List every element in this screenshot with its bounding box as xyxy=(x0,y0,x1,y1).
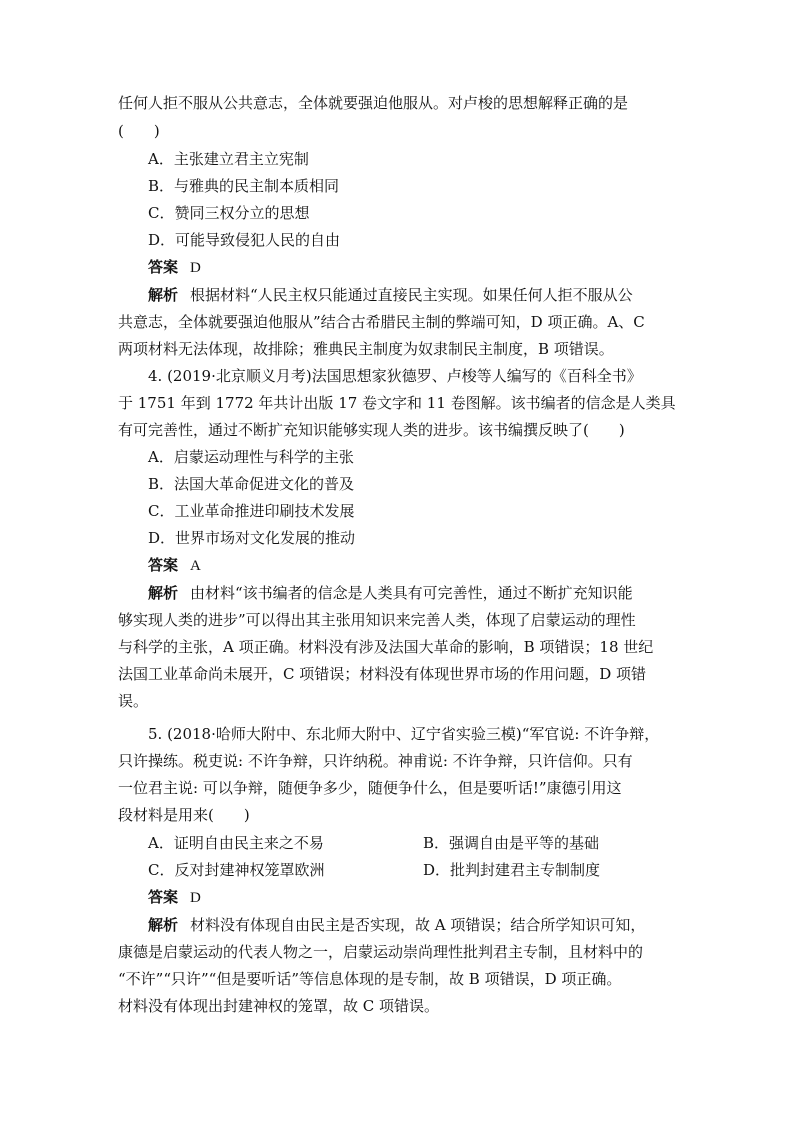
q4-analysis-line-3: 与科学的主张，A 项正确。材料没有涉及法国大革命的影响，B 项错误；18 世纪 xyxy=(118,638,654,656)
q3-option-b: B．与雅典的民主制本质相同 xyxy=(148,177,340,195)
q4-answer xyxy=(148,552,201,578)
q4-stem-line-2: 于 1751 年到 1772 年共计出版 17 卷文字和 11 卷图解。该书编者的信念是人类具 xyxy=(118,394,676,412)
q5-stem-line-2: 只许操练。税吏说: 不许争辩，只许纳税。神甫说: 不许争辩，只许信仰。只有 xyxy=(118,752,633,770)
answer-value: D xyxy=(190,260,201,276)
answer-label: 答案 xyxy=(148,556,179,574)
q3-analysis-line-3: 两项材料无法体现，故排除；雅典民主制度为奴隶制民主制度，B 项错误。 xyxy=(118,340,614,358)
q3-answer xyxy=(148,254,201,280)
q3-option-c: C．赞同三权分立的思想 xyxy=(148,204,310,222)
q5-stem-line-3: 一位君主说: 可以争辩，随便争多少，随便争什么，但是要听话!”康德引用这 xyxy=(118,779,622,797)
q5-option-a: A．证明自由民主来之不易 xyxy=(148,834,324,852)
q5-analysis-line-4: 材料没有体现出封建神权的笼罩，故 C 项错误。 xyxy=(118,997,440,1015)
q5-analysis-line-3: “不许”“只许”“但是要听话”等信息体现的是专制，故 B 项错误，D 项正确。 xyxy=(118,970,622,988)
q4-option-d: D．世界市场对文化发展的推动 xyxy=(148,529,356,547)
q4-option-b: B．法国大革命促进文化的普及 xyxy=(148,475,355,493)
analysis-text: 材料没有体现自由民主是否实现，故 A 项错误；结合所学知识可知， xyxy=(190,916,646,934)
q5-stem-line-1: 5. (2018·哈师大附中、东北师大附中、辽宁省实验三模)“军官说: 不许争辩， xyxy=(148,725,660,743)
q4-option-a: A．启蒙运动理性与科学的主张 xyxy=(148,448,354,466)
q5-analysis-line-1 xyxy=(148,912,645,938)
q4-analysis-line-4: 法国工业革命尚未展开，C 项错误；材料没有体现世界市场的作用问题，D 项错 xyxy=(118,665,647,683)
analysis-text: 根据材料“人民主权只能通过直接民主实现。如果任何人拒不服从公 xyxy=(190,286,633,304)
q5-option-c: C．反对封建神权笼罩欧洲 xyxy=(148,861,325,879)
q3-option-d: D．可能导致侵犯人民的自由 xyxy=(148,231,341,249)
q4-option-c: C．工业革命推进印刷技术发展 xyxy=(148,502,355,520)
q3-stem-line-2: ( ) xyxy=(118,122,160,140)
q5-option-d: D．批判封建君主专制制度 xyxy=(423,861,601,879)
answer-value: A xyxy=(190,558,201,574)
q3-option-a: A．主张建立君主立宪制 xyxy=(148,150,309,168)
answer-value: D xyxy=(190,890,201,906)
q5-stem-line-4: 段材料是用来( ) xyxy=(118,806,250,824)
q5-option-b: B．强调自由是平等的基础 xyxy=(423,834,600,852)
analysis-text: 由材料“该书编者的信念是人类具有可完善性，通过不断扩充知识能 xyxy=(190,584,633,602)
q3-analysis-line-1 xyxy=(148,282,633,308)
answer-label: 答案 xyxy=(148,258,179,276)
q5-answer xyxy=(148,884,201,910)
q4-analysis-line-5: 误。 xyxy=(118,692,149,710)
q4-stem-line-3: 有可完善性，通过不断扩充知识能够实现人类的进步。该书编撰反映了( ) xyxy=(118,421,625,439)
answer-label: 答案 xyxy=(148,888,179,906)
q4-analysis-line-2: 够实现人类的进步”可以得出其主张用知识来完善人类，体现了启蒙运动的理性 xyxy=(118,611,636,629)
analysis-label: 解析 xyxy=(148,286,179,304)
analysis-label: 解析 xyxy=(148,916,179,934)
analysis-label: 解析 xyxy=(148,584,179,602)
q3-stem-line-1: 任何人拒不服从公共意志，全体就要强迫他服从。对卢梭的思想解释正确的是 xyxy=(118,94,629,112)
q4-analysis-line-1 xyxy=(148,580,633,606)
q3-analysis-line-2: 共意志，全体就要强迫他服从”结合古希腊民主制的弊端可知，D 项正确。A、C xyxy=(118,313,645,331)
q5-analysis-line-2: 康德是启蒙运动的代表人物之一，启蒙运动崇尚理性批判君主专制，且材料中的 xyxy=(118,943,644,961)
q4-stem-line-1: 4. (2019·北京顺义月考)法国思想家狄德罗、卢梭等人编写的《百科全书》 xyxy=(148,367,642,385)
